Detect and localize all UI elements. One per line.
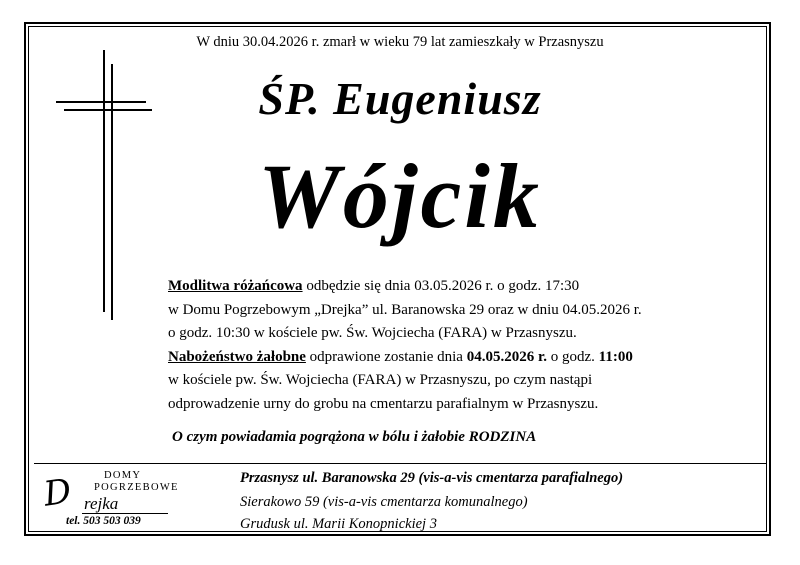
- phone-number: tel. 503 503 039: [66, 515, 141, 527]
- mass-mid-text: odprawione zostanie dnia: [305, 348, 467, 365]
- logo-line-1: DOMY: [104, 470, 142, 481]
- rosary-line-3: o godz. 10:30 w kościele pw. Św. Wojciecha (FARA) w Przasnyszu.: [168, 325, 577, 341]
- address-line-3: Grudusk ul. Marii Konopnickiej 3: [240, 516, 437, 532]
- rosary-line-1-text: odbędzie się dnia 03.05.2026 r. o godz. 17:30: [302, 278, 580, 294]
- footer-divider: [34, 463, 766, 464]
- logo-line-2: POGRZEBOWE: [94, 482, 179, 493]
- mass-line-2: w kościele pw. Św. Wojciecha (FARA) w Przasnyszu, po czym nastąpi: [168, 372, 593, 388]
- mass-line-3: odprowadzenie urny do grobu na cmentarzu parafialnym w Przasnyszu.: [168, 395, 599, 412]
- rosary-line-1: [168, 275, 728, 299]
- rosary-line-2: w Domu Pogrzebowym „Drejka” ul. Baranowska 29 oraz w dniu 04.05.2026 r.: [168, 301, 642, 318]
- deceased-surname: Wójcik: [258, 145, 542, 247]
- mass-time: 11:00: [598, 348, 633, 365]
- logo-script-initial: D: [41, 471, 74, 515]
- deceased-first-name: ŚP. Eugeniusz: [258, 73, 542, 124]
- death-notice-line: W dniu 30.04.2026 r. zmarł w wieku 79 lat zamieszkały w Przasnyszu: [196, 34, 604, 50]
- mass-time-prefix: o godz.: [546, 348, 599, 365]
- logo-underline: [82, 513, 168, 514]
- mass-label: Nabożeństwo żałobne: [168, 348, 306, 365]
- ceremony-details: [168, 275, 728, 416]
- mass-line-1: [168, 346, 728, 370]
- family-closing-line: O czym powiadamia pogrążona w bólu i żałobie RODZINA: [172, 429, 537, 445]
- address-line-1: Przasnysz ul. Baranowska 29 (vis-a-vis cmentarza parafialnego): [240, 470, 624, 486]
- logo-script-name: rejka: [84, 494, 119, 513]
- rosary-label: Modlitwa różańcowa: [168, 278, 303, 294]
- mass-date: 04.05.2026 r.: [466, 348, 547, 365]
- address-line-2: Sierakowo 59 (vis-a-vis cmentarza komunalnego): [240, 494, 528, 510]
